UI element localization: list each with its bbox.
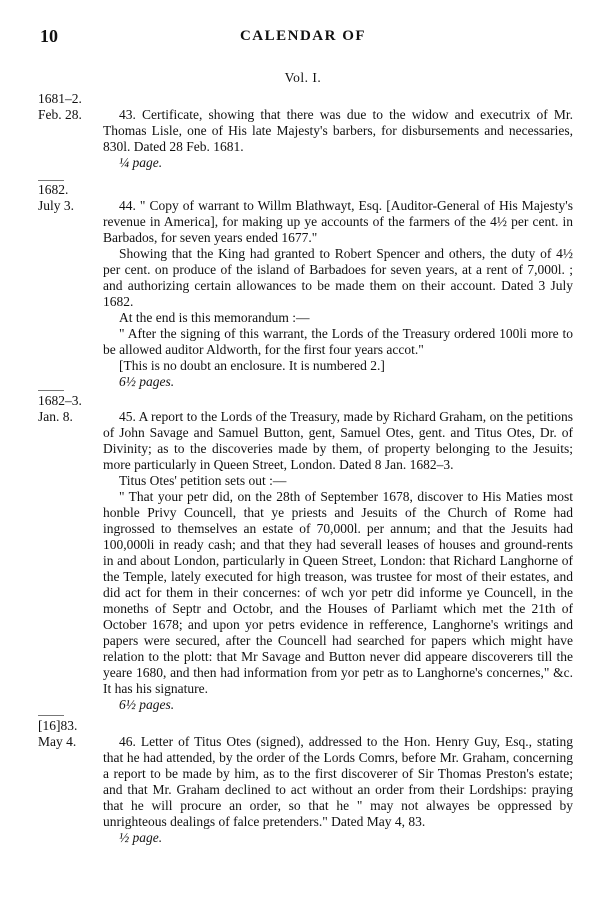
entry-46-date: May 4. bbox=[38, 734, 77, 749]
entry-divider bbox=[38, 390, 64, 391]
entry-46-pages: ½ page. bbox=[119, 830, 163, 845]
page-number: 10 bbox=[40, 26, 58, 46]
entry-44-paragraph: At the end is this memorandum :— bbox=[119, 310, 310, 325]
entry-44-year: 1682. bbox=[38, 182, 69, 197]
entry-45-paragraph: 45. A report to the Lords of the Treasury, made by Richard Graham, on the petitions of John Savage and Samuel Button, gent, Samuel Otes, gent. and Titus Otes, Dr. of Divinity; as to the discoveries made by them, of property belonging to the Jesuits; more particularly in Queen Street, London. Dated 8 Jan. 1682–3. bbox=[103, 409, 573, 472]
entry-44-pages: 6½ pages. bbox=[119, 374, 175, 389]
entry-43-date: Feb. 28. bbox=[38, 107, 82, 122]
entry-46-paragraph: 46. Letter of Titus Otes (signed), addressed to the Hon. Henry Guy, Esq., stating that he had attended, by the order of the Lords Comrs, before Mr. Graham, concerning a report to be made by him, as to the first discoverer of Sir Thomas Preston's estate; and that Mr. Graham declined to act without an order from their Lordships: praying that he will procure an order, so that he " may not alwayes be oppressed by unrighteous dealings of falce pretenders." Dated May 4, 83. bbox=[103, 734, 573, 829]
entry-44-paragraph: 44. " Copy of warrant to Willm Blathwayt, Esq. [Auditor-General of His Majesty's revenue in America], for making up ye accounts of the farmers of the 4½ per cent. in Barbados, for seven years ended 1677." bbox=[103, 198, 573, 245]
entry-43-pages: ¼ page. bbox=[119, 155, 163, 170]
entry-45-date: Jan. 8. bbox=[38, 409, 73, 424]
volume-heading: Vol. I. bbox=[284, 70, 322, 85]
entry-44-paragraph: Showing that the King had granted to Robert Spencer and others, the duty of 4½ per cent. on produce of the island of Barbadoes for seven years, at a rent of 7,000l. ; and authorizing certain allowances to be made them on their account. Dated 3 July 1682. bbox=[103, 246, 573, 309]
entry-43-paragraph: 43. Certificate, showing that there was due to the widow and executrix of Mr. Thomas Lisle, one of His late Majesty's barbers, for disbursements and necessaries, 830l. Dated 28 Feb. 1681. bbox=[103, 107, 573, 154]
entry-44-paragraph: " After the signing of this warrant, the Lords of the Treasury ordered 100li more to be allowed auditor Aldworth, for the first four years accot." bbox=[103, 326, 573, 357]
entry-45-paragraph: Titus Otes' petition sets out :— bbox=[119, 473, 287, 488]
entry-45-pages: 6½ pages. bbox=[119, 697, 175, 712]
entry-45 bbox=[103, 409, 573, 713]
running-header bbox=[0, 26, 606, 48]
entry-46-year: [16]83. bbox=[38, 718, 78, 733]
entry-divider bbox=[38, 180, 64, 181]
entry-43-year: 1681–2. bbox=[38, 91, 82, 106]
entry-45-year: 1682–3. bbox=[38, 393, 82, 408]
entry-46 bbox=[103, 734, 573, 846]
entry-43 bbox=[103, 107, 573, 171]
entry-44 bbox=[103, 198, 573, 390]
entry-divider bbox=[38, 715, 64, 716]
entry-44-paragraph: [This is no doubt an enclosure. It is numbered 2.] bbox=[119, 358, 385, 373]
entry-44-date: July 3. bbox=[38, 198, 75, 213]
entry-45-paragraph: " That your petr did, on the 28th of September 1678, discover to His Maties most honble Privy Councell, that ye priests and Jesuits of the Church of Rome had ingrossed to themselves an estate of 70,000l. per annum; and that the Jesuits had 100,000li in ready cash; and that they had severall leases of houses and ground-rents in and about London, particularly in Queen Street, London: that Richard Langhorne of the Temple, lately executed for high treason, was trustee for most of their estates, and did act for them in their concernes: of wch yor petr did informe ye Councell, in the moneths of Septr and Octobr, and the Houses of Parliamt which met the 21th of October 1678; and upon yor petrs evidence in refference, Langhorne's writings and papers were secured, after the Councell had searched for papers which might have relation to the plott: that Mr Savage and Button never did appeare discoverers till the yeare 1680, and then had information from yor petr as to Langhorne's concernes," &c. It has his signature. bbox=[103, 489, 573, 696]
running-title: CALENDAR OF bbox=[239, 28, 367, 44]
